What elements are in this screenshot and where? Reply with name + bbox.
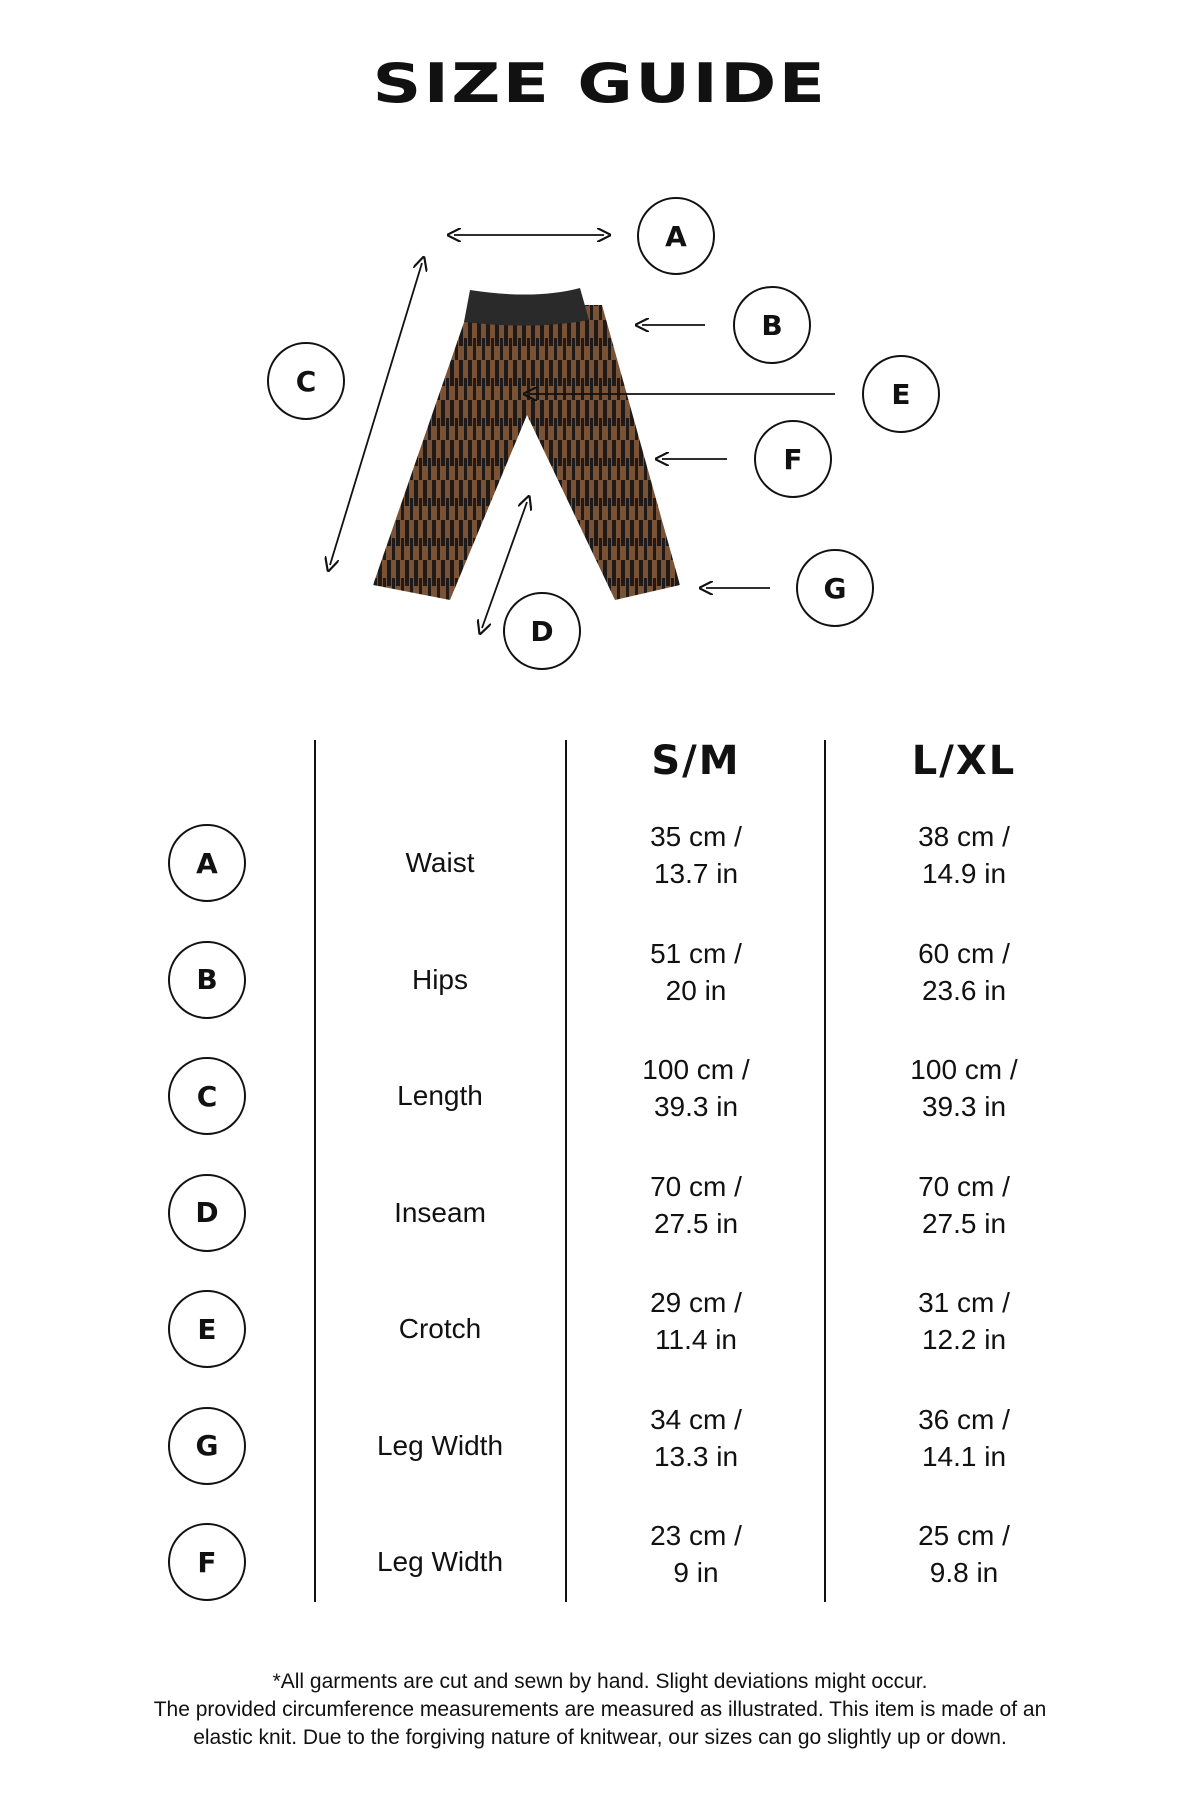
row-key-badge: F [168, 1523, 246, 1601]
header-sm: S/M [651, 738, 741, 784]
table-row [0, 1403, 1200, 1517]
value-cm: 70 cm / [650, 1170, 742, 1202]
value-cm: 100 cm / [642, 1054, 750, 1085]
diagram-label-b: B [733, 286, 811, 364]
value-sm [576, 1051, 816, 1125]
value-lxl [844, 1051, 1084, 1125]
diagram-label-d: D [503, 592, 581, 670]
value-cm: 36 cm / [918, 1403, 1010, 1435]
pants-image [373, 288, 680, 600]
diagram-label-g: G [796, 549, 874, 627]
value-lxl [844, 1401, 1084, 1475]
value-sm [576, 935, 816, 1009]
value-cm: 38 cm / [918, 821, 1010, 852]
diagram-label-a: A [637, 197, 715, 275]
table-row [0, 1054, 1200, 1167]
value-lxl [844, 818, 1084, 892]
value-lxl [844, 1517, 1084, 1591]
table-row [0, 1287, 1200, 1400]
page-title: SIZE GUIDE [372, 52, 828, 115]
value-cm: 60 cm / [918, 937, 1010, 969]
row-key-badge: D [168, 1174, 246, 1252]
value-cm: 35 cm / [650, 821, 742, 852]
table-row [0, 1170, 1200, 1284]
value-lxl [844, 1168, 1084, 1242]
measurement-name: Crotch [398, 1313, 482, 1344]
diagram-label-f: F [754, 420, 832, 498]
value-cm: 29 cm / [650, 1287, 742, 1318]
value-cm: 31 cm / [918, 1287, 1010, 1318]
value-in: 39.3 in [653, 1091, 739, 1122]
value-in: 27.5 in [921, 1207, 1007, 1239]
value-sm [576, 1168, 816, 1242]
value-in: 13.3 in [653, 1440, 739, 1472]
value-in: 14.1 in [921, 1440, 1007, 1472]
value-in: 27.5 in [653, 1207, 739, 1239]
pants-diagram [0, 0, 1200, 700]
value-cm: 23 cm / [650, 1520, 742, 1551]
value-in: 39.3 in [921, 1091, 1007, 1122]
measurement-name: Leg Width [376, 1429, 504, 1461]
row-key-badge: E [168, 1290, 246, 1368]
measurement-name: Waist [405, 847, 475, 878]
value-in: 9 in [673, 1557, 719, 1588]
footer-line: The provided circumference measurements are measured as illustrated. This item is made of an [153, 1698, 1047, 1721]
row-key-badge: B [168, 941, 246, 1019]
footer-line: elastic knit. Due to the forgiving nature of knitwear, our sizes can go slightly up or down. [193, 1726, 1007, 1749]
value-in: 9.8 in [929, 1557, 999, 1588]
row-key-badge: C [168, 1057, 246, 1135]
value-in: 11.4 in [655, 1324, 737, 1355]
measurement-name: Inseam [394, 1196, 486, 1228]
value-sm [576, 1401, 816, 1475]
value-in: 14.9 in [921, 858, 1007, 889]
value-in: 23.6 in [921, 974, 1007, 1006]
footer-line: *All garments are cut and sewn by hand. Slight deviations might occur. [272, 1670, 928, 1693]
value-cm: 34 cm / [650, 1403, 742, 1435]
measurement-name: Length [397, 1080, 483, 1111]
value-cm: 70 cm / [918, 1170, 1010, 1202]
value-in: 12.2 in [921, 1324, 1007, 1355]
value-lxl [844, 1284, 1084, 1358]
value-lxl [844, 935, 1084, 1009]
measurement-name: Hips [411, 963, 468, 995]
footer-note [0, 1668, 1200, 1752]
value-cm: 100 cm / [910, 1054, 1018, 1085]
value-cm: 51 cm / [650, 937, 742, 969]
table-row [0, 937, 1200, 1051]
table-row [0, 1520, 1200, 1633]
value-sm [576, 1517, 816, 1591]
value-sm [576, 818, 816, 892]
row-key-badge: A [168, 824, 246, 902]
diagram-label-e: E [862, 355, 940, 433]
value-in: 13.7 in [653, 858, 739, 889]
diagram-label-c: C [267, 342, 345, 420]
row-key-badge: G [168, 1407, 246, 1485]
table-row [0, 821, 1200, 934]
measurement-name: Leg Width [376, 1546, 504, 1577]
header-lxl: L/XL [911, 738, 1017, 784]
value-cm: 25 cm / [918, 1520, 1010, 1551]
value-in: 20 in [665, 974, 727, 1006]
value-sm [576, 1284, 816, 1358]
